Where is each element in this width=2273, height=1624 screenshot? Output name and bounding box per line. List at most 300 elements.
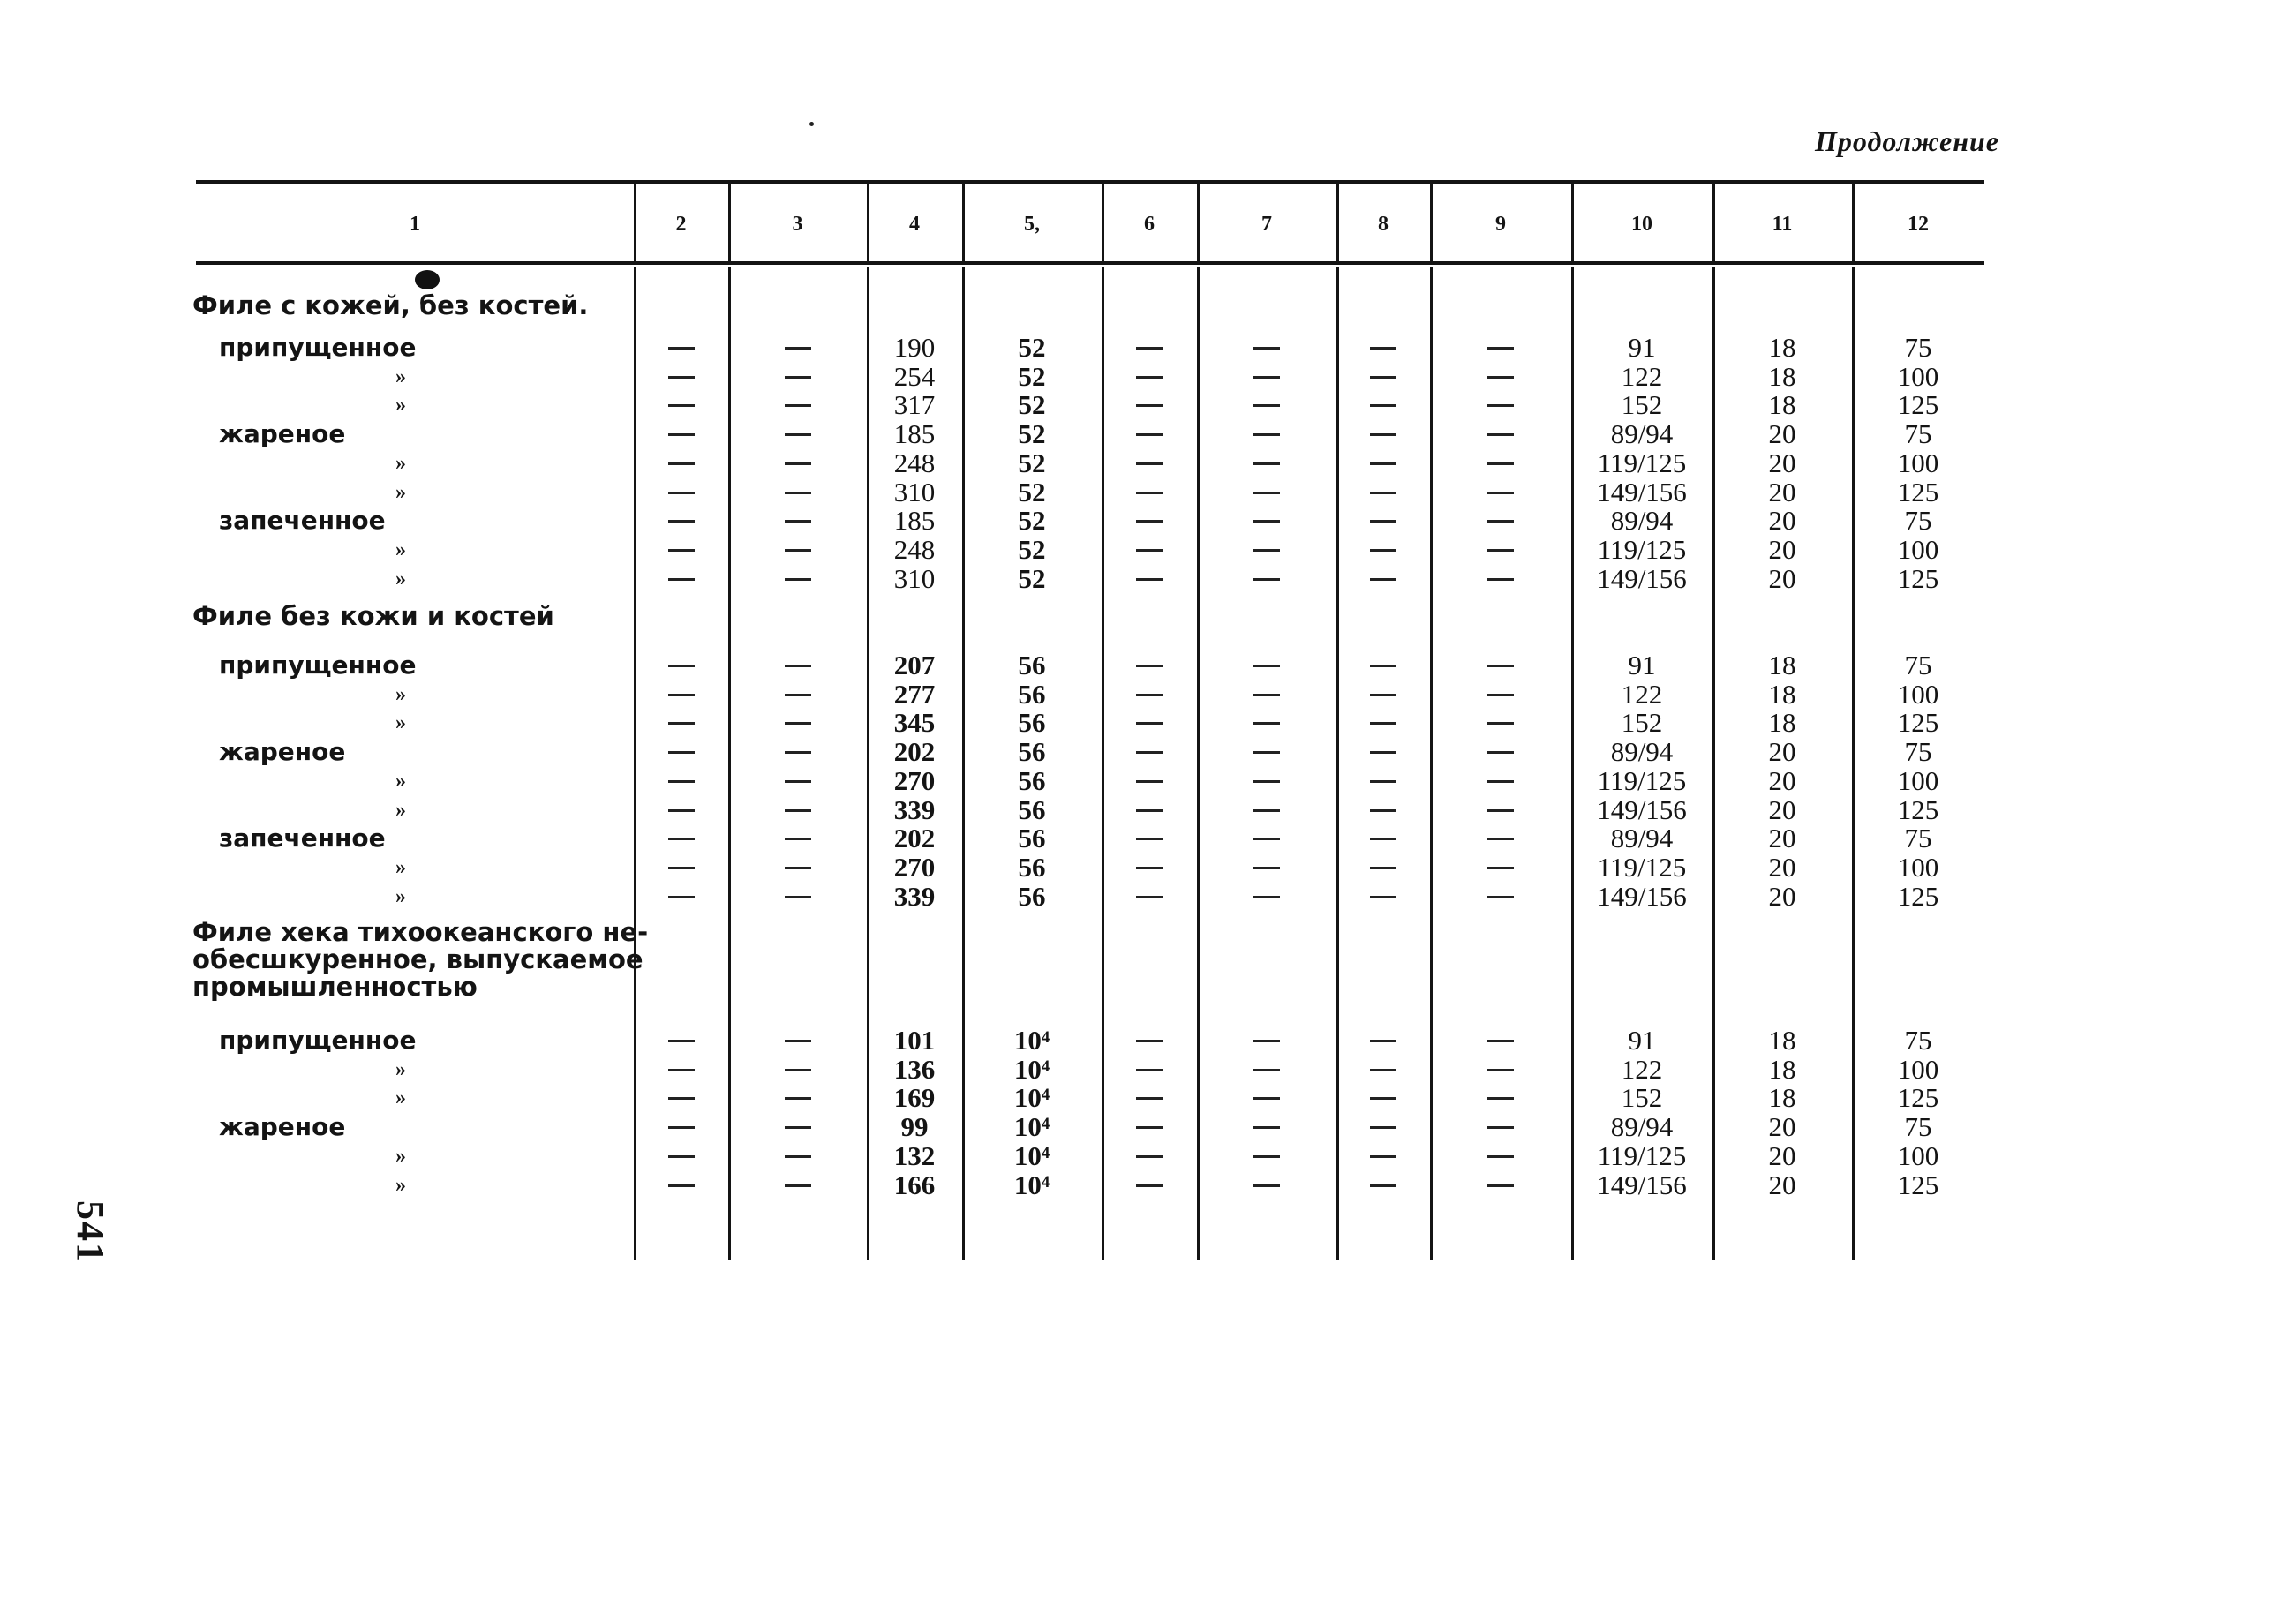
empty-dash [1136, 578, 1163, 581]
table-row [0, 1139, 2273, 1171]
cell-col-11: 20 [1768, 823, 1796, 854]
empty-dash [1136, 1155, 1163, 1158]
empty-dash [1136, 751, 1163, 754]
cell-col-12: 100 [1897, 447, 1939, 478]
table-row [0, 853, 2273, 882]
empty-dash [785, 404, 811, 407]
empty-dash [1136, 665, 1163, 667]
cell-col-5: 10⁴ [1013, 1139, 1050, 1171]
cell-col-4: 317 [893, 389, 936, 421]
cell-col-12: 125 [1897, 562, 1939, 594]
empty-dash [668, 665, 695, 667]
cell-col-5: 52 [1018, 533, 1046, 565]
empty-dash [1370, 665, 1396, 667]
empty-dash [1370, 1069, 1396, 1071]
empty-dash [1136, 1184, 1163, 1187]
empty-dash [1370, 433, 1396, 436]
empty-dash [785, 694, 811, 696]
empty-dash [668, 1069, 695, 1071]
cell-col-5: 56 [1018, 678, 1046, 710]
cell-col-11: 20 [1768, 562, 1796, 594]
empty-dash [668, 1155, 695, 1158]
column-header-12: 12 [1908, 213, 1929, 236]
cell-col-10: 149/156 [1597, 562, 1687, 594]
cell-col-11: 20 [1768, 793, 1796, 825]
empty-dash [1136, 722, 1163, 725]
ditto-mark: » [395, 567, 406, 590]
empty-dash [1253, 376, 1280, 379]
empty-dash [1253, 492, 1280, 494]
cell-col-4: 136 [893, 1053, 936, 1085]
empty-dash [1370, 780, 1396, 783]
column-header-2: 2 [675, 213, 687, 236]
empty-dash [1370, 404, 1396, 407]
column-header-10: 10 [1631, 213, 1652, 236]
empty-dash [1487, 809, 1514, 812]
empty-dash [668, 838, 695, 840]
empty-dash [1487, 433, 1514, 436]
cell-col-4: 99 [900, 1111, 929, 1143]
cell-col-4: 190 [893, 332, 936, 363]
cell-col-12: 125 [1897, 1169, 1939, 1200]
ditto-mark: » [395, 798, 406, 822]
empty-dash [1136, 462, 1163, 465]
empty-dash [1253, 1126, 1280, 1129]
empty-dash [1253, 780, 1280, 783]
empty-dash [1253, 1184, 1280, 1187]
table-row [0, 764, 2273, 796]
column-header-1: 1 [410, 213, 420, 236]
ditto-mark: » [395, 451, 406, 475]
empty-dash [1253, 520, 1280, 523]
empty-dash [1487, 1155, 1514, 1158]
empty-dash [1136, 1126, 1163, 1129]
empty-dash [1253, 1097, 1280, 1100]
table-row [0, 533, 2273, 565]
empty-dash [1487, 751, 1514, 754]
cell-col-11: 20 [1768, 418, 1796, 450]
table-row [0, 1026, 2273, 1055]
cell-col-4: 339 [893, 793, 936, 825]
cell-col-5: 52 [1018, 476, 1046, 508]
cell-col-12: 100 [1897, 1139, 1939, 1171]
cell-col-11: 18 [1768, 1053, 1796, 1085]
empty-dash [785, 578, 811, 581]
table-row [0, 1084, 2273, 1112]
empty-dash [785, 809, 811, 812]
empty-dash [785, 1069, 811, 1071]
cell-col-12: 75 [1904, 1025, 1932, 1056]
empty-dash [1136, 347, 1163, 350]
empty-dash [785, 1155, 811, 1158]
row-label: запеченное [219, 506, 386, 536]
empty-dash [1487, 838, 1514, 840]
empty-dash [785, 1126, 811, 1129]
cell-col-4: 270 [893, 764, 936, 796]
cell-col-4: 339 [893, 880, 936, 912]
ditto-mark: » [395, 1086, 406, 1110]
table-row [0, 880, 2273, 912]
cell-col-4: 132 [893, 1139, 936, 1171]
cell-col-4: 248 [893, 447, 936, 478]
empty-dash [1253, 1155, 1280, 1158]
empty-dash [1253, 1069, 1280, 1071]
cell-col-5: 10⁴ [1013, 1053, 1050, 1085]
column-header-4: 4 [909, 213, 920, 236]
cell-col-4: 310 [893, 476, 936, 508]
empty-dash [1136, 694, 1163, 696]
empty-dash [1370, 376, 1396, 379]
empty-dash [785, 376, 811, 379]
cell-col-10: 89/94 [1610, 1111, 1674, 1143]
cell-col-5: 52 [1018, 505, 1046, 537]
empty-dash [668, 1184, 695, 1187]
cell-col-10: 91 [1628, 332, 1656, 363]
empty-dash [1370, 1126, 1396, 1129]
empty-dash [668, 376, 695, 379]
scan-speck [809, 122, 814, 126]
cell-col-5: 52 [1018, 332, 1046, 363]
empty-dash [785, 549, 811, 552]
empty-dash [785, 838, 811, 840]
continuation-label: Продолжение [1815, 125, 1999, 157]
empty-dash [1370, 838, 1396, 840]
cell-col-10: 122 [1621, 360, 1663, 392]
group-title: Филе с кожей, без костей. [192, 290, 589, 320]
table-row [0, 478, 2273, 507]
cell-col-10: 149/156 [1597, 793, 1687, 825]
empty-dash [668, 1126, 695, 1129]
empty-dash [1487, 520, 1514, 523]
cell-col-12: 125 [1897, 476, 1939, 508]
empty-dash [1136, 838, 1163, 840]
empty-dash [1370, 694, 1396, 696]
empty-dash [1370, 1040, 1396, 1042]
empty-dash [1253, 809, 1280, 812]
empty-dash [1487, 578, 1514, 581]
empty-dash [1370, 1155, 1396, 1158]
empty-dash [785, 751, 811, 754]
ditto-mark: » [395, 884, 406, 908]
table-row [0, 1113, 2273, 1141]
cell-col-11: 18 [1768, 650, 1796, 680]
empty-dash [1136, 1040, 1163, 1042]
empty-dash [785, 1184, 811, 1187]
empty-dash [1487, 694, 1514, 696]
cell-col-4: 166 [893, 1169, 936, 1200]
empty-dash [1370, 896, 1396, 898]
cell-col-12: 125 [1897, 793, 1939, 825]
cell-col-11: 18 [1768, 1025, 1796, 1056]
cell-col-10: 152 [1621, 389, 1663, 421]
cell-col-5: 10⁴ [1013, 1082, 1050, 1114]
cell-col-5: 56 [1018, 707, 1046, 739]
empty-dash [785, 520, 811, 523]
cell-col-5: 56 [1018, 650, 1046, 680]
empty-dash [668, 1040, 695, 1042]
empty-dash [668, 751, 695, 754]
table-row [0, 738, 2273, 766]
ditto-mark: » [395, 769, 406, 793]
table-top-rule [196, 180, 1984, 184]
empty-dash [1253, 694, 1280, 696]
empty-dash [1487, 665, 1514, 667]
empty-dash [1136, 549, 1163, 552]
empty-dash [1370, 1184, 1396, 1187]
empty-dash [1370, 578, 1396, 581]
table-row [0, 824, 2273, 853]
empty-dash [1487, 867, 1514, 869]
cell-col-5: 56 [1018, 851, 1046, 883]
cell-col-11: 18 [1768, 389, 1796, 421]
cell-col-11: 20 [1768, 533, 1796, 565]
empty-dash [1136, 1097, 1163, 1100]
table-row [0, 793, 2273, 825]
cell-col-12: 75 [1904, 418, 1932, 450]
empty-dash [668, 520, 695, 523]
column-header-5: 5, [1024, 213, 1040, 236]
table-row [0, 1171, 2273, 1199]
table-row [0, 420, 2273, 448]
cell-col-5: 52 [1018, 389, 1046, 421]
empty-dash [1253, 867, 1280, 869]
empty-dash [1253, 433, 1280, 436]
cell-col-11: 18 [1768, 360, 1796, 392]
cell-col-4: 202 [893, 823, 936, 854]
cell-col-5: 52 [1018, 562, 1046, 594]
cell-col-11: 20 [1768, 851, 1796, 883]
empty-dash [668, 462, 695, 465]
cell-col-5: 56 [1018, 880, 1046, 912]
cell-col-12: 75 [1904, 1111, 1932, 1143]
cell-col-10: 152 [1621, 707, 1663, 739]
page-number: 541 [69, 1200, 112, 1264]
empty-dash [1487, 462, 1514, 465]
cell-col-12: 75 [1904, 823, 1932, 854]
cell-col-11: 18 [1768, 707, 1796, 739]
cell-col-11: 20 [1768, 764, 1796, 796]
cell-col-12: 125 [1897, 707, 1939, 739]
cell-col-12: 75 [1904, 505, 1932, 537]
cell-col-4: 254 [893, 360, 936, 392]
table-row [0, 334, 2273, 362]
cell-col-10: 119/125 [1597, 764, 1687, 796]
column-header-7: 7 [1261, 213, 1272, 236]
empty-dash [1136, 867, 1163, 869]
table-row [0, 1053, 2273, 1085]
cell-col-5: 56 [1018, 823, 1046, 854]
column-header-3: 3 [792, 213, 803, 236]
ditto-mark: » [395, 538, 406, 561]
cell-col-4: 202 [893, 736, 936, 768]
cell-col-5: 56 [1018, 764, 1046, 796]
empty-dash [1487, 1069, 1514, 1071]
table-row [0, 680, 2273, 709]
empty-dash [1487, 896, 1514, 898]
table-row [0, 391, 2273, 419]
cell-col-11: 20 [1768, 1111, 1796, 1143]
cell-col-10: 89/94 [1610, 736, 1674, 768]
cell-col-10: 152 [1621, 1082, 1663, 1114]
empty-dash [1487, 1097, 1514, 1100]
empty-dash [1487, 1040, 1514, 1042]
cell-col-5: 52 [1018, 360, 1046, 392]
table-row [0, 562, 2273, 594]
ditto-mark: » [395, 394, 406, 417]
empty-dash [1136, 433, 1163, 436]
group-title: Филе без кожи и костей [192, 601, 554, 631]
empty-dash [1370, 722, 1396, 725]
empty-dash [785, 896, 811, 898]
cell-col-10: 149/156 [1597, 880, 1687, 912]
cell-col-11: 18 [1768, 332, 1796, 363]
cell-col-11: 20 [1768, 476, 1796, 508]
empty-dash [1370, 462, 1396, 465]
empty-dash [1253, 578, 1280, 581]
table-row [0, 360, 2273, 392]
empty-dash [1136, 809, 1163, 812]
cell-col-10: 119/125 [1597, 851, 1687, 883]
empty-dash [785, 462, 811, 465]
row-label: жареное [219, 737, 346, 767]
cell-col-12: 125 [1897, 389, 1939, 421]
cell-col-5: 10⁴ [1013, 1111, 1050, 1143]
cell-col-10: 122 [1621, 678, 1663, 710]
empty-dash [1487, 492, 1514, 494]
empty-dash [668, 694, 695, 696]
cell-col-4: 185 [893, 505, 936, 537]
empty-dash [668, 1097, 695, 1100]
cell-col-5: 52 [1018, 418, 1046, 450]
empty-dash [668, 492, 695, 494]
cell-col-4: 248 [893, 533, 936, 565]
cell-col-11: 18 [1768, 1082, 1796, 1114]
cell-col-12: 100 [1897, 533, 1939, 565]
cell-col-10: 119/125 [1597, 447, 1687, 478]
cell-col-11: 20 [1768, 505, 1796, 537]
ditto-mark: » [395, 1173, 406, 1197]
empty-dash [668, 433, 695, 436]
cell-col-12: 100 [1897, 360, 1939, 392]
empty-dash [1253, 722, 1280, 725]
empty-dash [1370, 867, 1396, 869]
empty-dash [668, 780, 695, 783]
ditto-mark: » [395, 1144, 406, 1168]
empty-dash [1370, 1097, 1396, 1100]
empty-dash [668, 809, 695, 812]
empty-dash [785, 347, 811, 350]
cell-col-10: 119/125 [1597, 1139, 1687, 1171]
cell-col-10: 89/94 [1610, 823, 1674, 854]
empty-dash [1136, 404, 1163, 407]
empty-dash [1370, 520, 1396, 523]
empty-dash [668, 404, 695, 407]
empty-dash [1253, 665, 1280, 667]
cell-col-10: 149/156 [1597, 476, 1687, 508]
empty-dash [1487, 722, 1514, 725]
empty-dash [1253, 549, 1280, 552]
empty-dash [1487, 780, 1514, 783]
empty-dash [785, 780, 811, 783]
table-row [0, 449, 2273, 477]
empty-dash [785, 867, 811, 869]
column-header-6: 6 [1144, 213, 1155, 236]
empty-dash [668, 896, 695, 898]
empty-dash [785, 722, 811, 725]
cell-col-4: 277 [893, 678, 936, 710]
empty-dash [1253, 347, 1280, 350]
column-header-11: 11 [1772, 213, 1793, 236]
empty-dash [1487, 347, 1514, 350]
cell-col-10: 149/156 [1597, 1169, 1687, 1200]
row-label: припущенное [219, 650, 417, 680]
cell-col-12: 75 [1904, 736, 1932, 768]
empty-dash [1253, 404, 1280, 407]
empty-dash [1487, 549, 1514, 552]
column-header-9: 9 [1495, 213, 1506, 236]
cell-col-10: 119/125 [1597, 533, 1687, 565]
cell-col-4: 169 [893, 1082, 936, 1114]
empty-dash [1136, 896, 1163, 898]
empty-dash [1136, 376, 1163, 379]
empty-dash [1253, 751, 1280, 754]
row-label: запеченное [219, 823, 386, 853]
cell-col-12: 75 [1904, 650, 1932, 680]
cell-col-12: 100 [1897, 851, 1939, 883]
ditto-mark: » [395, 1057, 406, 1081]
ditto-mark: » [395, 480, 406, 504]
empty-dash [785, 1040, 811, 1042]
empty-dash [1136, 780, 1163, 783]
empty-dash [1253, 1040, 1280, 1042]
empty-dash [668, 347, 695, 350]
empty-dash [668, 867, 695, 869]
cell-col-11: 20 [1768, 880, 1796, 912]
cell-col-12: 100 [1897, 1053, 1939, 1085]
cell-col-11: 20 [1768, 736, 1796, 768]
cell-col-4: 345 [893, 707, 936, 739]
empty-dash [1253, 838, 1280, 840]
ditto-mark: » [395, 711, 406, 735]
empty-dash [785, 1097, 811, 1100]
ditto-mark: » [395, 365, 406, 388]
cell-col-4: 101 [893, 1025, 936, 1056]
cell-col-4: 185 [893, 418, 936, 450]
empty-dash [785, 665, 811, 667]
table-row [0, 709, 2273, 737]
cell-col-12: 125 [1897, 1082, 1939, 1114]
empty-dash [1487, 376, 1514, 379]
cell-col-5: 56 [1018, 736, 1046, 768]
cell-col-12: 125 [1897, 880, 1939, 912]
group-title: Филе хека тихоокеанского не- [192, 917, 649, 947]
cell-col-12: 100 [1897, 764, 1939, 796]
table-row [0, 651, 2273, 680]
cell-col-4: 207 [893, 650, 936, 680]
empty-dash [1370, 492, 1396, 494]
cell-col-11: 18 [1768, 678, 1796, 710]
cell-col-5: 10⁴ [1013, 1025, 1050, 1056]
cell-col-11: 20 [1768, 1169, 1796, 1200]
cell-col-4: 310 [893, 562, 936, 594]
empty-dash [1136, 520, 1163, 523]
cell-col-12: 100 [1897, 678, 1939, 710]
cell-col-10: 122 [1621, 1053, 1663, 1085]
header-rule [196, 261, 1984, 265]
cell-col-10: 91 [1628, 1025, 1656, 1056]
empty-dash [1136, 492, 1163, 494]
row-label: припущенное [219, 333, 417, 362]
